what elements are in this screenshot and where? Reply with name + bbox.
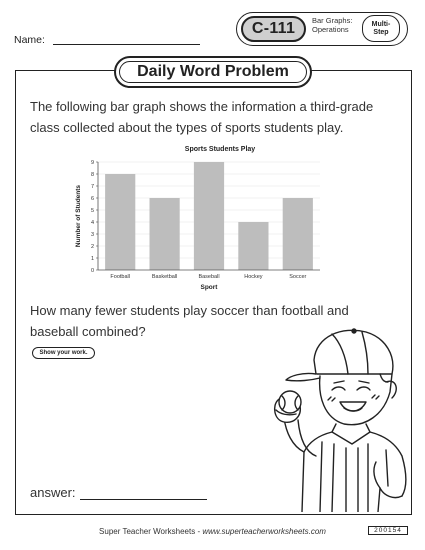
y-tick-label: 4 xyxy=(90,220,94,226)
y-tick-label: 9 xyxy=(90,160,94,166)
y-tick-label: 7 xyxy=(90,184,94,190)
y-tick-label: 3 xyxy=(90,232,94,238)
bar-chart xyxy=(70,140,360,295)
multi-step-badge xyxy=(362,15,400,42)
worksheet-code: C-111 xyxy=(251,20,296,37)
x-tick-label: Soccer xyxy=(289,274,307,280)
answer-line[interactable] xyxy=(80,499,207,500)
x-tick-label: Hockey xyxy=(244,274,263,280)
document-id: 200154 xyxy=(368,526,408,535)
y-tick-label: 8 xyxy=(90,172,94,178)
x-tick-label: Baseball xyxy=(198,274,220,280)
y-tick-label: 6 xyxy=(90,196,94,202)
y-tick-label: 5 xyxy=(90,208,94,214)
footer-url[interactable]: www.superteacherworksheets.com xyxy=(202,527,326,536)
bar-baseball xyxy=(194,162,224,270)
footer-prefix: Super Teacher Worksheets - xyxy=(99,527,203,536)
intro-paragraph: The following bar graph shows the information a third-grade class collected about the types of sports students play. xyxy=(30,99,374,135)
y-tick-label: 1 xyxy=(90,256,94,262)
title-banner xyxy=(114,56,312,88)
name-label: Name: xyxy=(14,34,45,46)
topic-line-1: Bar Graphs: xyxy=(312,16,353,25)
bar-football xyxy=(105,174,135,270)
bar-hockey xyxy=(238,222,268,270)
show-your-work-label: Show your work. xyxy=(32,347,95,359)
step-line-2: Step xyxy=(373,28,389,36)
answer-label: answer: xyxy=(30,485,76,500)
name-line[interactable] xyxy=(53,44,200,45)
baseball-player-illustration xyxy=(262,320,410,512)
page-title: Daily Word Problem xyxy=(137,63,289,80)
y-tick-label: 0 xyxy=(90,268,94,274)
x-tick-label: Basketball xyxy=(151,274,178,280)
y-axis-label: Number of Students xyxy=(75,184,82,248)
x-tick-label: Football xyxy=(110,274,130,280)
bar-soccer xyxy=(283,198,313,270)
y-tick-label: 2 xyxy=(90,244,94,250)
footer-credit xyxy=(0,527,425,536)
step-line-1: Multi- xyxy=(371,20,391,28)
topic-line-2: Operations xyxy=(312,25,349,34)
chart-title: Sports Students Play xyxy=(184,146,256,153)
worksheet-code-badge xyxy=(241,16,306,42)
question-paragraph: How many fewer students play soccer than football and baseball combined? xyxy=(30,303,349,339)
bar-basketball xyxy=(150,198,180,270)
topic-label xyxy=(312,16,352,34)
x-axis-label: Sport xyxy=(200,284,218,291)
